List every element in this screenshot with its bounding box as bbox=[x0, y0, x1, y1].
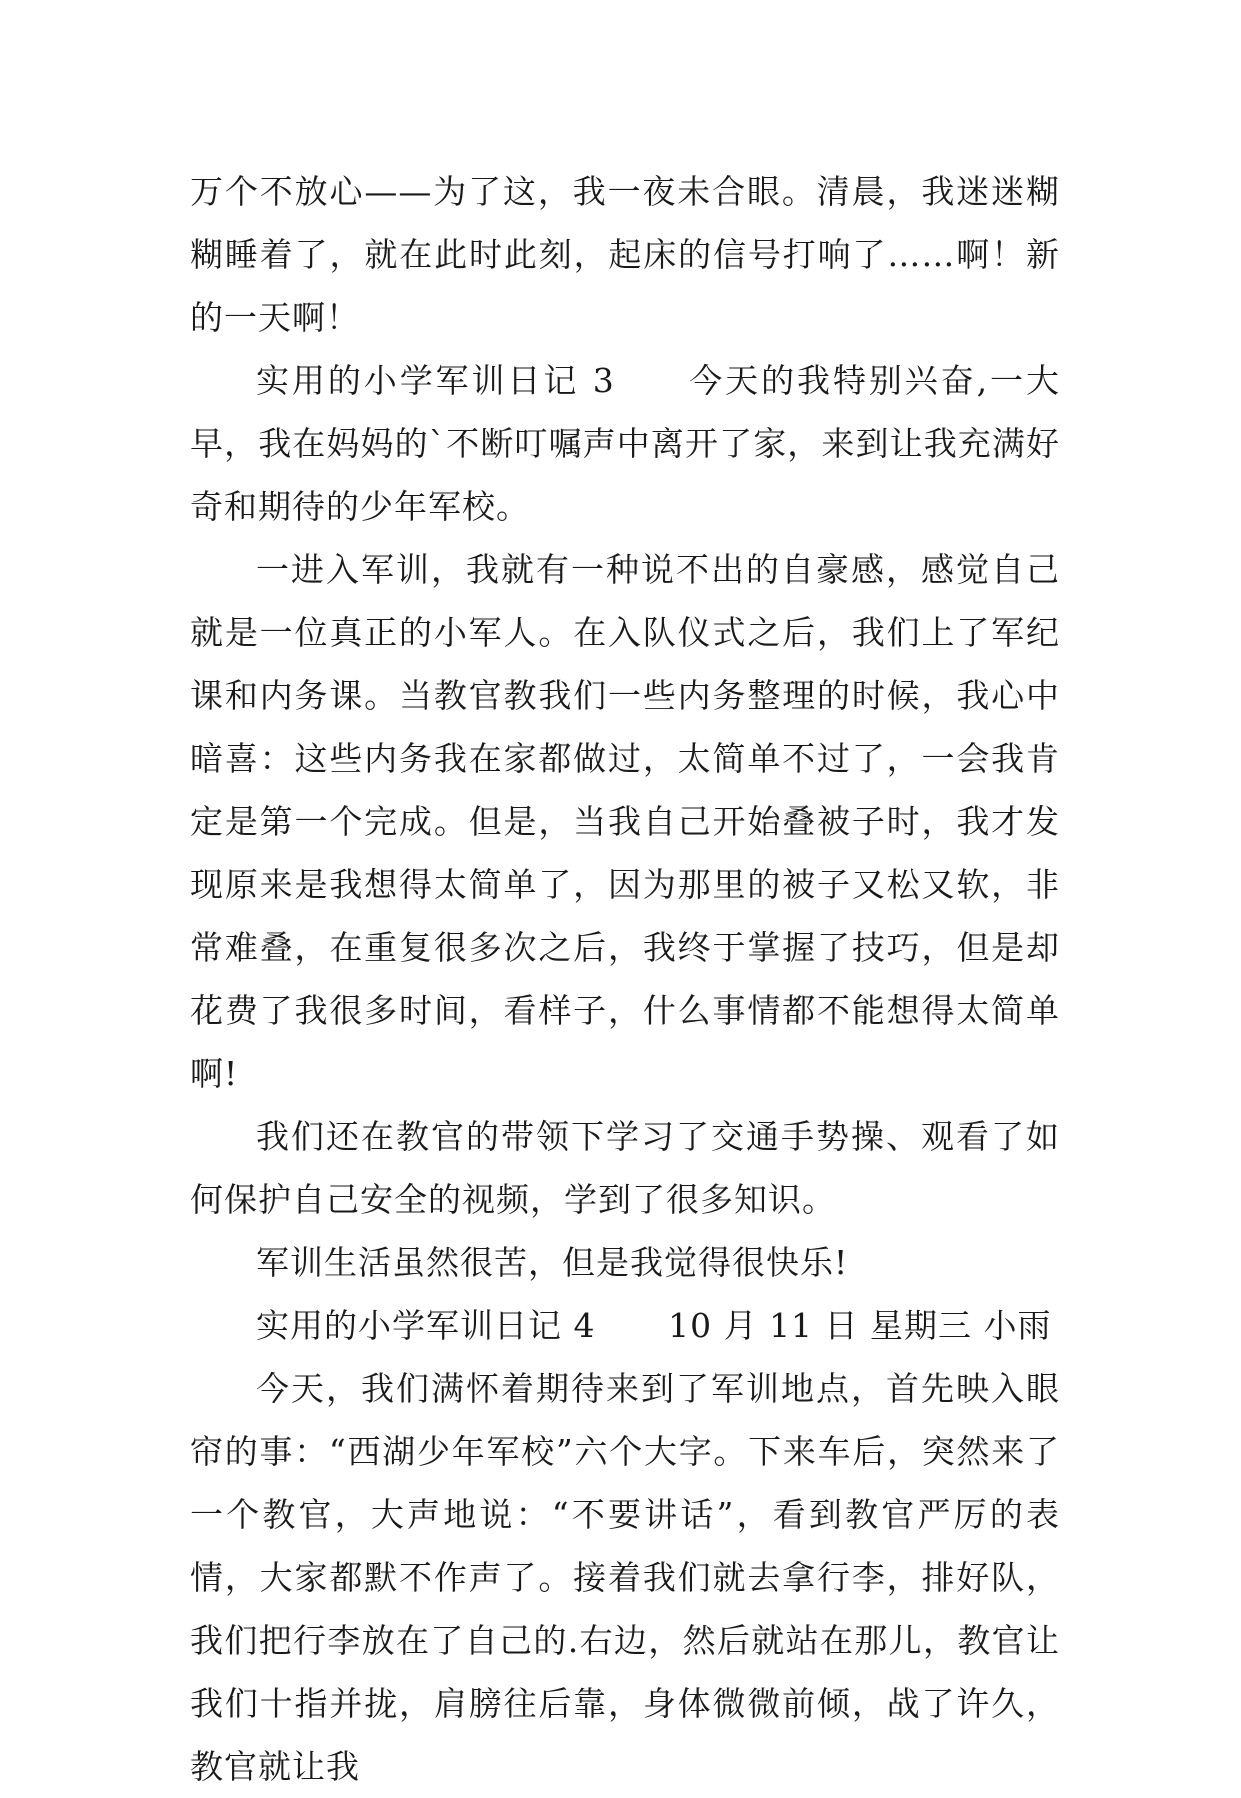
paragraph-7 bbox=[190, 1357, 1060, 1798]
paragraph-6 bbox=[190, 1294, 1060, 1357]
paragraph-text: 今天，我们满怀着期待来到了军训地点，首先映入眼帘的事：“西湖少年军校”六个大字。下来车后，突然来了一个教官，大声地说：“不要讲话”，看到教官严厉的表情，大家都默不作声了。接着我们就去拿行李，排好队，我们把行李放在了自己的.右边，然后就站在那儿，教官让我们十指并拢，肩膀往后靠，身体微微前倾，战了许久，教官就让我 bbox=[190, 1369, 1060, 1786]
paragraph-text: 军训生活虽然很苦，但是我觉得很快乐! bbox=[256, 1243, 849, 1282]
paragraph-3 bbox=[190, 538, 1060, 1105]
paragraph-text: 我们还在教官的带领下学习了交通手势操、观看了如何保护自己安全的视频，学到了很多知识。 bbox=[190, 1117, 1060, 1219]
diary-date-line: 10 月 11 日 星期三 小雨 bbox=[668, 1306, 1052, 1345]
paragraph-text: 万个不放心——为了这，我一夜未合眼。清晨，我迷迷糊糊睡着了，就在此时此刻，起床的信号打响了……啊！新的一天啊！ bbox=[190, 172, 1060, 337]
paragraph-text: 今天的我特别兴奋,一大早，我在妈妈的`不断叮嘱声中离开了家，来到让我充满好奇和期待的少年军校。 bbox=[190, 361, 1060, 526]
document-body bbox=[190, 160, 1060, 1798]
paragraph-2 bbox=[190, 349, 1060, 538]
diary-heading-3: 实用的小学军训日记 3 bbox=[256, 361, 615, 400]
paragraph-text: 一进入军训，我就有一种说不出的自豪感，感觉自己就是一位真正的小军人。在入队仪式之后，我们上了军纪课和内务课。当教官教我们一些内务整理的时候，我心中暗喜：这些内务我在家都做过，太简单不过了，一会我肯定是第一个完成。但是，当我自己开始叠被子时，我才发现原来是我想得太简单了，因为那里的被子又松又软，非常难叠，在重复很多次之后，我终于掌握了技巧，但是却花费了我很多时间，看样子，什么事情都不能想得太简单啊! bbox=[190, 550, 1060, 1093]
paragraph-5 bbox=[190, 1231, 1060, 1294]
paragraph-1 bbox=[190, 160, 1060, 349]
paragraph-4 bbox=[190, 1105, 1060, 1231]
diary-heading-4: 实用的小学军训日记 4 bbox=[256, 1306, 596, 1345]
